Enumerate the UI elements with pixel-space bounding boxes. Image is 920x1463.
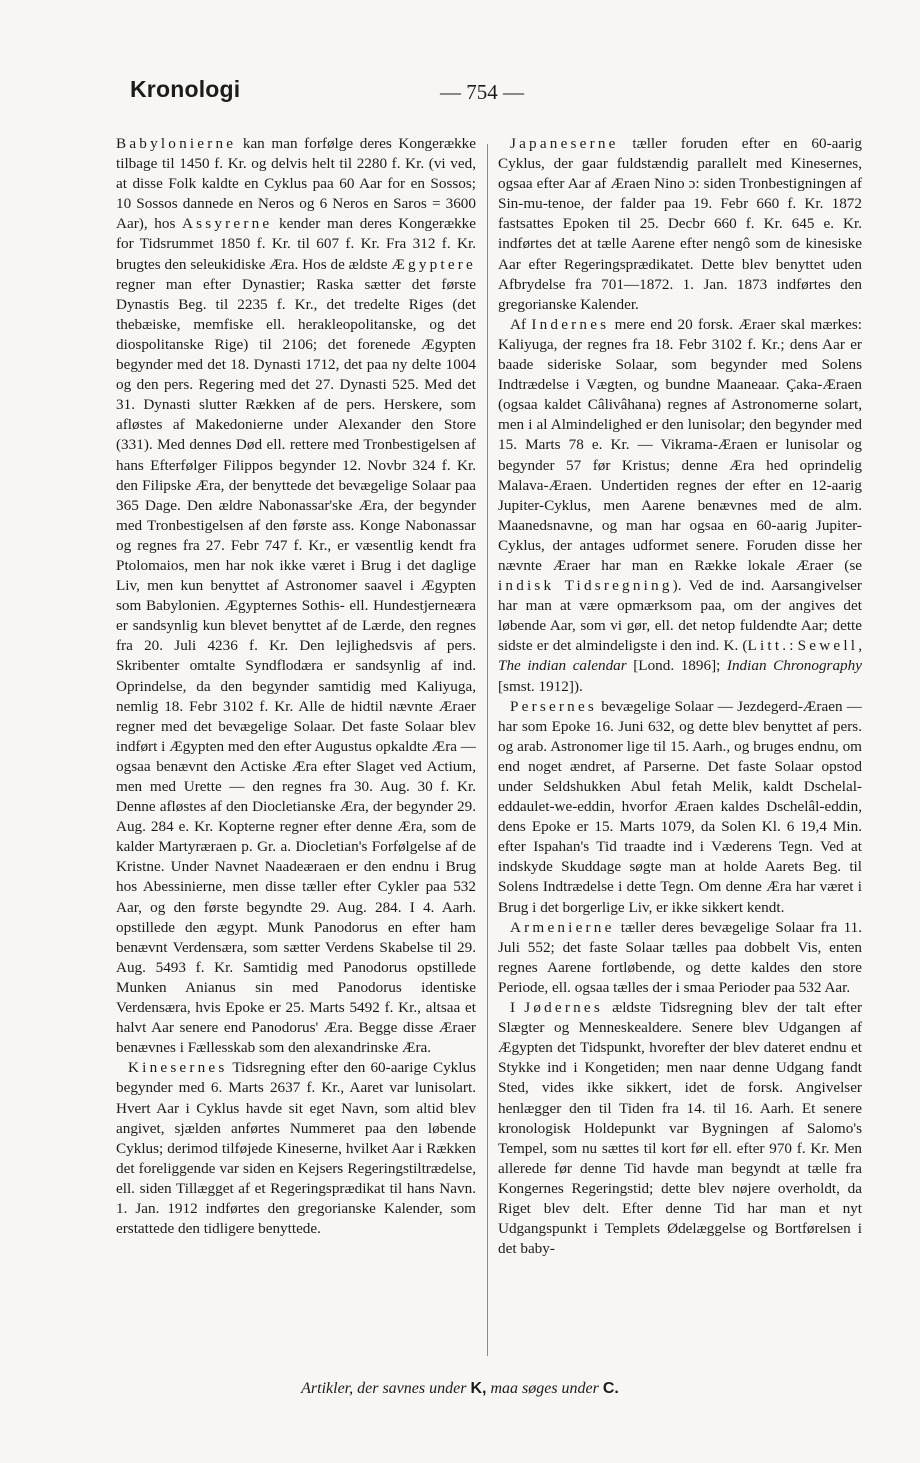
lead-word: Babylonierne bbox=[116, 135, 237, 152]
lead-word: Japaneserne bbox=[510, 135, 619, 152]
paragraph-armenierne bbox=[498, 918, 862, 998]
lead-word: Assyrerne bbox=[181, 215, 273, 233]
paragraph-text: ældste Tidsregning blev der talt efter Slægter og Menneskealdere. Senere blev Udgangen af Ægypten det Tidspunkt, hvorefter der blev dateret endnu et Stykke ind i Kongetiden; men naar denne Udgang fandt Sted, vides ikke sikkert, idet de forsk. Angivelser henlægger den til Tiden fra 14. til 16. Aarh. Et senere kronologisk Holdepunkt var Bygningen af Salomo's Tempel, som nu sættes til kort før ell. efter 970 f. Kr. Men allerede før denne Tid havde man begyndt at tælle fra Kongernes Regeringstid; dette blev nøjere overholdt, da Riget blev delt. Efter denne Tid har man et nyt Udgangspunkt i Templets Ødelæggelse og Bortførelsen i det baby- bbox=[498, 999, 863, 1258]
paragraph-persernes bbox=[498, 697, 862, 918]
paragraph-text: kan man forfølge deres Kongerække tilbage til 1450 f. Kr. og delvis helt til 2280 f. Kr. (vi ved, at disse Folk kaldte en Cyklus paa 60 Aar for en Sossos; 10 Sossos dannede en Neros og 6 Neros en Saros = 3600 Aar), hos bbox=[116, 135, 476, 233]
left-column bbox=[116, 134, 476, 1239]
paragraph-text: [smst. 1912]). bbox=[498, 677, 583, 695]
paragraph-kinesernes bbox=[116, 1058, 476, 1239]
lead-word: Persernes bbox=[510, 697, 597, 715]
page-title: Kronologi bbox=[130, 76, 241, 102]
lead-word: Indernes bbox=[531, 315, 610, 333]
paragraph-text: tæller deres bevægelige Solaar fra 11. Juli 552; det faste Solaar tælles paa dobbelt Vis, enten regnes Aarene fortløbende, og dette kaldes den store Periode, ell. ogsaa tælles der i smaa Perioder paa 532 Aar. bbox=[498, 918, 862, 996]
paragraph-text: Tidsregning efter den 60-aarige Cyklus begynder med 6. Marts 2637 f. Kr., Aaret var lunisolart. Hvert Aar i Cyklus havde sit eget Navn, som altid blev angivet, sjælden anførtes Nummeret paa den løbende Cyklus; derimod tilføjede Kineserne, hvilket Aar i Rækken det foreliggende var siden en Kejsers Regeringstiltrædelse, ell. siden Tillægget af et Regeringsprædikat til hans Navn. 1. Jan. 1912 indførtes den gregorianske Kalender, som erstattede den tidligere benyttede. bbox=[116, 1059, 476, 1238]
book-title: Indian Chronography bbox=[726, 657, 862, 675]
paragraph-indernes bbox=[498, 315, 862, 697]
column-divider bbox=[487, 144, 488, 1356]
footer-text: Artikler, der savnes under bbox=[301, 1380, 471, 1397]
footer-text: maa søges under bbox=[486, 1380, 603, 1397]
page-number: — 754 — bbox=[440, 80, 524, 104]
paragraph-text: I bbox=[510, 999, 525, 1017]
paragraph-text: mere end 20 forsk. Æraer skal mærkes: Kaliyuga, der regnes fra 18. Febr 3102 f. Kr.; dens Aar er baade sideriske Solaar, som begynder med Solens Indtrædelse i Vægten, og bundne Maaneaar. Çaka-Æraen (ogsaa kaldet Câlivâhana) regnes af Astronomerne solart, men i al Almindelighed er den lunisolar; den begynder med 15. Marts 78 e. Kr. — Vikrama-Æraen er lunisolar og begynder 57 før Kristus; denne Æra hed oprindelig Malava-Æraen. Undertiden regnes der efter en 12-aarig Jupiter-Cyklus, men Aarene benævnes med de alm. Maanedsnavne, og man har ogsaa en 60-aarig Jupiter-Cyklus, der antages udformet senere. Foruden disse her nævnte Æraer har man en Række lokale Æraer (se bbox=[498, 315, 863, 574]
paragraph-text: tæller foruden efter en 60-aarig Cyklus, der gaar fuldstændig parallelt med Kinesernes, ogsaa efter Aar af Æraen Nino ɔ: siden Tronbestigningen af Sin-mu-tenoe, der falder paa 19. Febr 660 f. Kr. 1872 fastsattes Epoken til 25. Decbr 660 f. Kr. 645 e. Kr. indførtes det at tælle Aarene efter nengô som de kinesiske Aar efter Regeringsprædikatet. Dette blev benyttet uden Afbrydelse fra 701—1872. 1. Jan. 1873 indførtes den gregorianske Kalender. bbox=[498, 135, 862, 313]
paragraph-text: [Lond. 1896]; bbox=[626, 657, 727, 675]
paragraph-text: , bbox=[858, 637, 862, 655]
paragraph-text: ). Ved de ind. Aarsangivelser har man at være opmærksom paa, om der angives det løbende Aar, som vi gør, ell. det netop fuldendte Aar; dette sidste er det almindeligste i den ind. K. ( bbox=[498, 577, 862, 655]
footer-letter: K, bbox=[470, 1380, 487, 1397]
paragraph-text: : bbox=[789, 637, 798, 655]
footer-letter: C. bbox=[602, 1380, 619, 1397]
paragraph-text: bevægelige Solaar — Jezdegerd-Æraen — har som Epoke 16. Juni 632, og dette blev benyttet af pers. og arab. Astronomer lige til 15. Aarh., og bruges endnu, om end noget ændret, af Parserne. Det faste Solaar opstod under Seldshukken Abul fetah Melik, kaldt Dschelal-eddaulet-we-eddin, hvorfor Æraen kaldes Dschelâl-eddin, dens Epoke er 15. Marts 1079, da Solen Kl. 6 19,4 Min. efter Ispahan's Tid traadte ind i Væderens Tegn. Ved at indskyde Skuddage søgte man at holde Aarets Beg. til Solens Indtrædelse i dette Tegn. Om denne Æra har været i Brug i det borgerlige Liv, er ikke sikkert kendt. bbox=[498, 697, 862, 916]
author-name: Sewell bbox=[797, 637, 859, 655]
paragraph-text: kender man deres Kongerække for Tidsrummet 1850 f. Kr. til 607 f. Kr. Fra 312 f. Kr. brugtes den seleukidiske Æra. Hos de ældste bbox=[116, 215, 476, 273]
lead-word: Ægyptere bbox=[391, 255, 476, 273]
paragraph-japaneserne bbox=[498, 134, 862, 315]
literature-label: Litt. bbox=[747, 637, 790, 655]
lead-word: Kinesernes bbox=[128, 1059, 228, 1077]
lead-word: Jødernes bbox=[524, 999, 603, 1017]
paragraph-text: Af bbox=[510, 315, 532, 333]
book-title: The indian calendar bbox=[498, 657, 627, 675]
lead-word: Armenierne bbox=[510, 918, 615, 936]
right-column bbox=[498, 134, 862, 1259]
cross-reference: indisk Tidsregning bbox=[498, 577, 673, 595]
footer-note bbox=[0, 1380, 920, 1398]
paragraph-joedernes bbox=[498, 998, 862, 1259]
paragraph-text: regner man efter Dynastier; Raska sætter det første Dynastis Beg. til 2235 f. Kr., det tredelte Riges (det thebæiske, memfiske ell. herakleopolitanske, og det diospolitanske Rige) til 2106; det forenede Ægypten begynder med det 18. Dynasti 1712, det paa ny delte 1004 og den pers. Regering med det 27. Dynasti 525. Med det 31. Dynasti slutter Rækken af de pers. Herskere, som afløstes af Makedonierne under Alexander den Store (331). Med dennes Død ell. rettere med Tronbestigelsen af hans Efterfølger Filippos begynder 12. Novbr 324 f. Kr. den Filipske Æra, der benyttede det bevægelige Solaar paa 365 Dage. Den ældre Nabonassar'ske Æra, der begynder med Tronbestigelsen af den første ass. Konge Nabonassar og regnes fra 27. Febr 747 f. Kr., er væsentlig kendt fra Ptolomaios, men har nok ikke været i Brug i det daglige Liv, men kun benyttet af Astronomer saavel i Ægypten som Babylonien. Ægypternes Sothis- ell. Hundestjerneæra er sandsynlig kun blevet benyttet af de Lærde, den regnes fra 20. Juli 4236 f. Kr. Den lejlighedsvis af pers. Skribenter omtalte Syndflodæra er sandsynlig af ind. Oprindelse, da den begynder samtidig med Kaliyuga, nemlig 18. Febr 3102 f. Kr. Alle de hidtil nævnte Æraer regner med det bevægelige Solaar. Det faste Solaar blev indført i Ægypten med den efter Augustus opkaldte Æra — ogsaa benævnt den Actiske Æra efter Slaget ved Actium, men med Urette — den regnes fra 30. Aug. 30 f. Kr. Denne afløstes af den Diocletianske Æra, der begynder 29. Aug. 284 e. Kr. Kopterne regner efter denne Æra, som de kalder Martyræraen p. Gr. a. Diocletian's Forfølgelse af de Kristne. Under Navnet Naadeæraen er den endnu i Brug hos Abessinierne, men disse tæller efter Cykler paa 532 Aar, og den første begyndte 29. Aug. 284. I 4. Aarh. opstillede den ægypt. Munk Panodorus en efter ham benævnt Verdensæra, som sætter Verdens Skabelse til 29. Aug. 5493 f. Kr. Samtidig med Panodorus opstillede Munken Anianus sin med Panodorus identiske Verdensæra, hvis Epoke er 25. Marts 5492 f. Kr., altsaa et halvt Aar senere end Panodorus' Æra. Begge disse Æraer benævnes i Fællesskab som den alexandrinske Æra. bbox=[116, 275, 476, 1057]
paragraph-babylonierne bbox=[116, 134, 476, 1058]
